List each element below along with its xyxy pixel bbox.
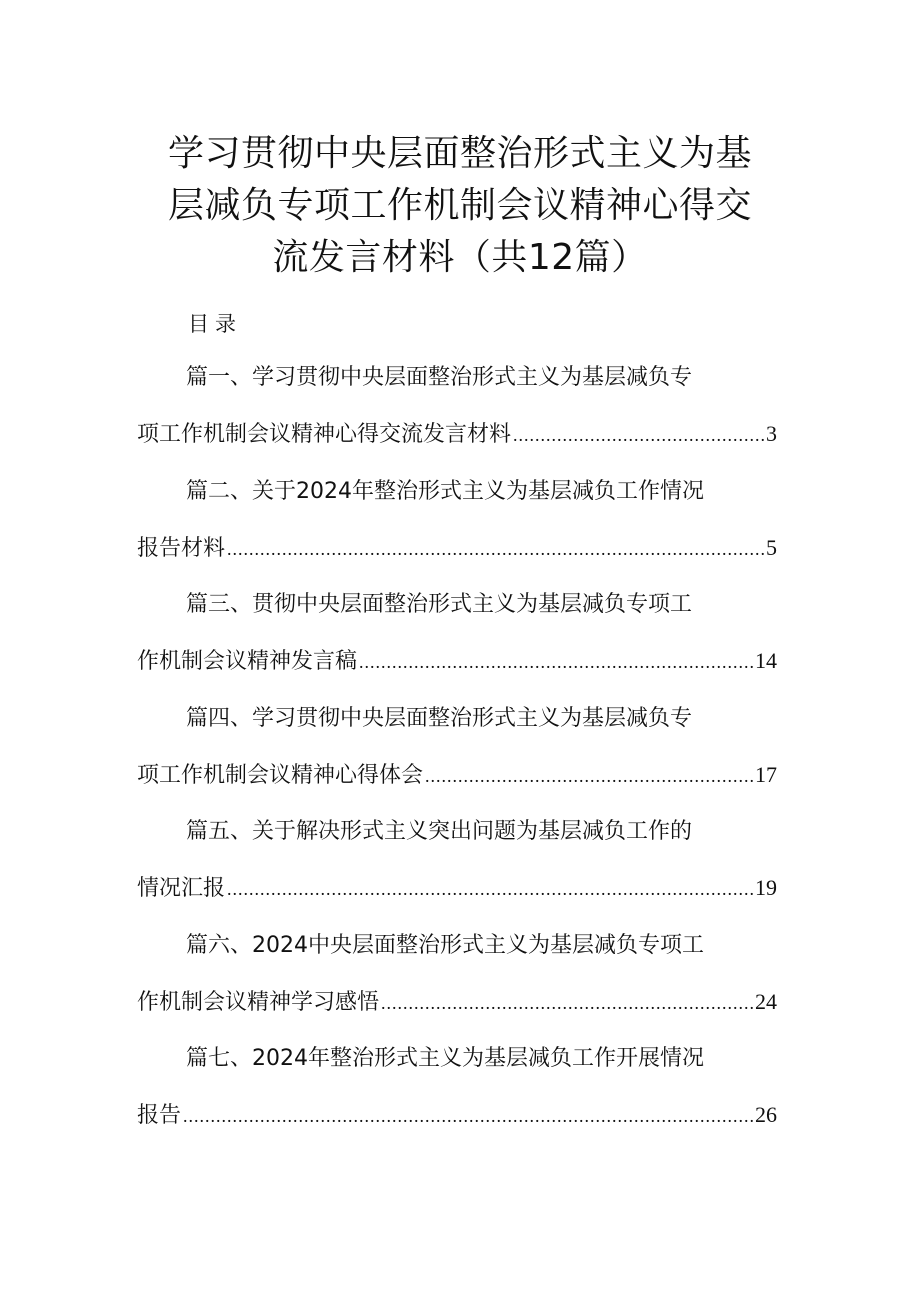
dot-leader [513,419,764,451]
document-title: 学习贯彻中央层面整治形式主义为基层减负专项工作机制会议精神心得交流发言材料（共12篇） [167,133,752,278]
toc-entry-title: 篇三、贯彻中央层面整治形式主义为基层减负专项工 [186,592,693,617]
toc-page-number: 26 [755,1102,777,1127]
toc-entry-continuation-line [137,645,777,677]
toc-entry[interactable] [0,804,920,918]
toc-entry-continuation-line [137,986,777,1018]
toc-page-number: 19 [755,875,777,900]
toc-page-number: 24 [755,988,777,1014]
toc-entry-title-continued: 作机制会议精神学习感悟 [137,989,380,1015]
toc-entry-continuation-line [137,872,777,904]
toc-entry-title-continued: 报告材料 [137,535,226,561]
toc-entry[interactable] [0,464,920,578]
toc-entry-title-continued: 情况汇报 [137,876,226,901]
dot-leader [425,760,753,792]
toc-page-number: 17 [755,761,777,787]
dot-leader [359,646,753,678]
toc-page-number: 5 [766,534,777,560]
toc-heading: 目录 [188,312,242,336]
toc-page-number: 14 [755,648,777,673]
toc-page-number: 3 [766,421,777,446]
toc-entry[interactable] [0,577,920,691]
toc-entry-continuation-line [137,759,777,791]
toc-entry-title: 篇一、学习贯彻中央层面整治形式主义为基层减负专 [186,365,693,390]
toc-entry-title-continued: 报告 [137,1103,182,1128]
toc-entry-title: 篇六、2024中央层面整治形式主义为基层减负专项工 [186,932,704,958]
dot-leader [227,873,753,905]
toc-entry-title: 篇七、2024年整治形式主义为基层减负工作开展情况 [186,1046,704,1071]
toc-entry-title-continued: 项工作机制会议精神心得交流发言材料 [137,422,512,447]
dot-leader [227,533,764,565]
table-of-contents [0,350,920,1145]
dot-leader [183,1100,753,1132]
toc-entry[interactable] [0,350,920,464]
toc-entry-title: 篇五、关于解决形式主义突出问题为基层减负工作的 [186,819,693,844]
toc-entry-title-continued: 项工作机制会议精神心得体会 [137,762,424,788]
toc-entry-title: 篇四、学习贯彻中央层面整治形式主义为基层减负专 [186,705,693,731]
toc-entry[interactable] [0,1031,920,1145]
toc-entry-continuation-line [137,1099,777,1131]
toc-entry-title: 篇二、关于2024年整治形式主义为基层减负工作情况 [186,478,704,504]
toc-entry[interactable] [0,691,920,805]
toc-entry[interactable] [0,918,920,1032]
toc-entry-continuation-line [137,418,777,450]
toc-entry-title-continued: 作机制会议精神发言稿 [137,649,358,674]
dot-leader [381,987,753,1019]
toc-entry-continuation-line [137,532,777,564]
